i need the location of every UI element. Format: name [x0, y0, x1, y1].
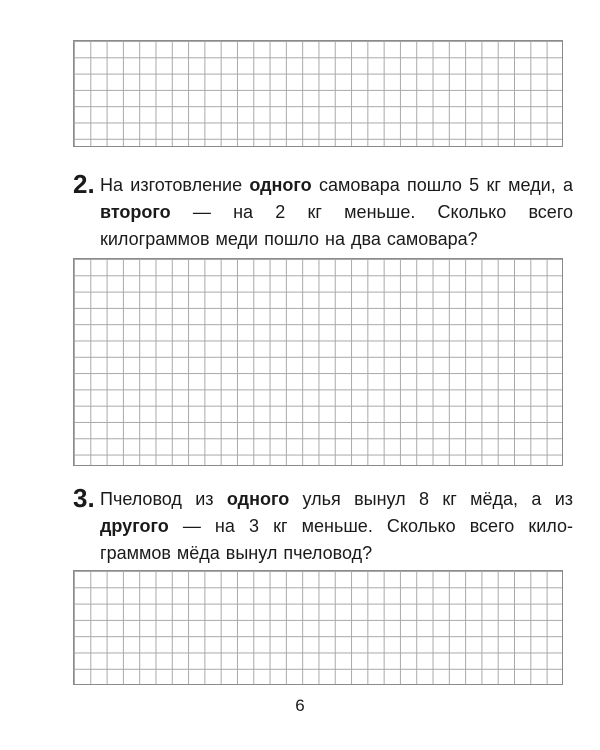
answer-grid-top [73, 40, 563, 147]
answer-grid-task-3 [73, 570, 563, 685]
bold-word: другого [100, 516, 169, 536]
answer-grid-task-2 [73, 258, 563, 466]
task-number: 2. [73, 169, 95, 199]
task-text: На изготовление одного самовара пошло 5 кг меди, а второго — на 2 кг меньше. Сколько всего килограммов меди пошло на два самовара? [100, 175, 573, 249]
page-number: 6 [295, 696, 305, 715]
bold-word: второго [100, 202, 171, 222]
task-number: 3. [73, 483, 95, 513]
task-2 [73, 169, 573, 253]
bold-word: одного [226, 489, 290, 509]
bold-word: одного [249, 175, 312, 195]
task-3 [73, 483, 573, 567]
task-text: Пчеловод из одного улья вынул 8 кг мёда, а из другого — на 3 кг меньше. Сколько всего кило-граммов мёда вынул пчеловод? [100, 489, 573, 563]
